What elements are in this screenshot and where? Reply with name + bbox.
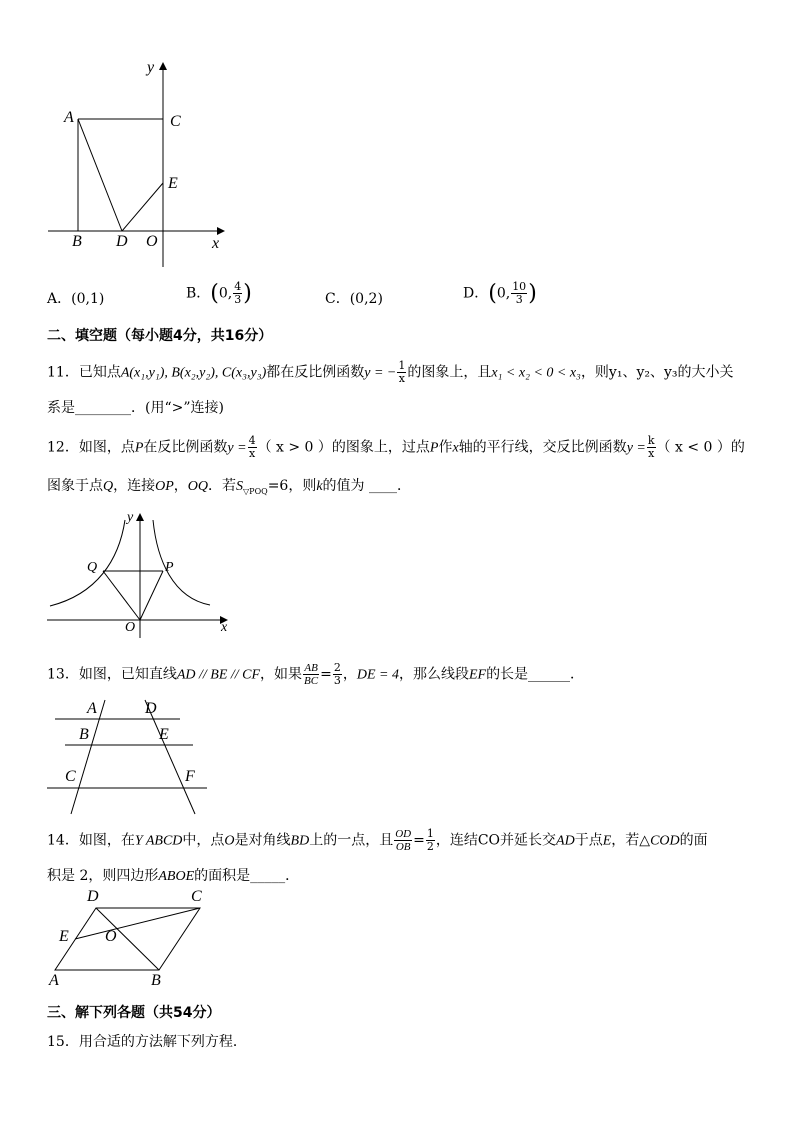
label-x: x (212, 235, 220, 252)
segment-CE (75, 908, 200, 939)
label-P: P (165, 560, 174, 575)
label-B: B (79, 726, 89, 743)
section-2-title: 二、填空题（每小题4分，共16分） (47, 328, 273, 344)
question-12-line-2: 图象于点Q，连接OP，OQ．若$S_{▽POQ}=6$，则k的值为 ____． (47, 478, 411, 496)
segment-AD (78, 119, 122, 231)
figure-1 (40, 55, 240, 270)
option-b-den: 3 (234, 293, 242, 306)
option-d-num: 10 (512, 280, 527, 293)
label-Q: Q (87, 560, 98, 575)
question-11-line-2: 系是________．(用“>”连接) (47, 400, 224, 416)
label-O: O (125, 620, 136, 635)
option-b-num: 4 (234, 280, 242, 293)
label-D: D (116, 233, 128, 250)
question-14-line-2: 积是 2，则四边形ABOE的面积是_____． (47, 868, 300, 884)
figure-3-svg (45, 698, 215, 818)
label-y: y (127, 510, 134, 525)
question-14-line-1: 14．如图，在Y ABCD中，点O是对角线BD上的一点，且 $\frac{OD}{OB}$ = $\frac{1}{2}$ ，连结CO并延长交AD于点E，若△COD的面 (47, 827, 708, 853)
label-A: A (49, 972, 59, 989)
question-15: 15．用合适的方法解下列方程． (47, 1034, 247, 1050)
figure-3 (45, 698, 215, 818)
label-O: O (105, 928, 117, 945)
figure-2 (45, 510, 245, 640)
figure-2-svg (45, 510, 245, 640)
figure-1-svg (40, 55, 240, 270)
label-D: D (87, 888, 99, 905)
figure-4 (45, 888, 220, 993)
option-b-pre: 0, (218, 285, 233, 302)
label-C: C (65, 768, 76, 785)
question-12-line-1: 12．如图，点P在反比例函数y = $\frac{4}{x}$ （ x > 0 ）的图象上，过点P作x轴的平行线，交反比例函数y = $\frac{k}{x}$ （ x < 0 ）的 (47, 434, 745, 460)
option-d-den: 3 (515, 293, 523, 306)
option-a (47, 288, 104, 308)
section-3-title: 三、解下列各题（共54分） (47, 1005, 221, 1021)
option-c-letter: C． (325, 291, 350, 307)
label-A: A (64, 109, 74, 126)
label-F: F (185, 768, 195, 785)
question-11-line-1: 11．已知点A(x₁,y₁), B(x₂,y₂), C(x₃,y₃)都在反比例函数y = − $\frac{1}{x}$ 的图象上，且x₁ < x₂ < 0 < x₃，则y₁、y₂、y₃的大小关 (47, 359, 734, 385)
question-13: 13．如图，已知直线AD // BE // CF，如果 $\frac{AB}{BC}$ = $\frac{2}{3}$ ，DE = 4，那么线段EF的长是______． (47, 661, 585, 687)
curve-right (153, 520, 210, 605)
q11-points: A(x₁,y₁), B(x₂,y₂), C(x₃,y₃) (120, 365, 267, 381)
label-C: C (191, 888, 202, 905)
segment-OQ (103, 571, 140, 620)
option-a-value: (0,1) (71, 291, 105, 307)
label-x: x (221, 620, 228, 635)
option-b-letter: B． (186, 285, 211, 302)
option-c (325, 288, 383, 308)
label-B: B (151, 972, 161, 989)
option-d: D．(0, $\frac{10}{3}$ ) (463, 280, 537, 306)
label-y: y (147, 59, 155, 76)
label-O: O (146, 233, 158, 250)
option-d-letter: D． (463, 285, 489, 302)
option-d-pre: 0, (496, 285, 511, 302)
label-E: E (159, 726, 169, 743)
option-c-value: (0,2) (349, 291, 383, 307)
label-E: E (59, 928, 69, 945)
option-a-letter: A． (47, 291, 72, 307)
label-B: B (72, 233, 82, 250)
segment-OP (140, 571, 163, 620)
segment-DE (122, 183, 163, 231)
label-E: E (168, 175, 178, 192)
label-C: C (170, 113, 181, 130)
label-A: A (87, 700, 97, 717)
label-D: D (145, 700, 157, 717)
option-b: B．(0, $\frac{4}{3}$ ) (186, 280, 252, 306)
